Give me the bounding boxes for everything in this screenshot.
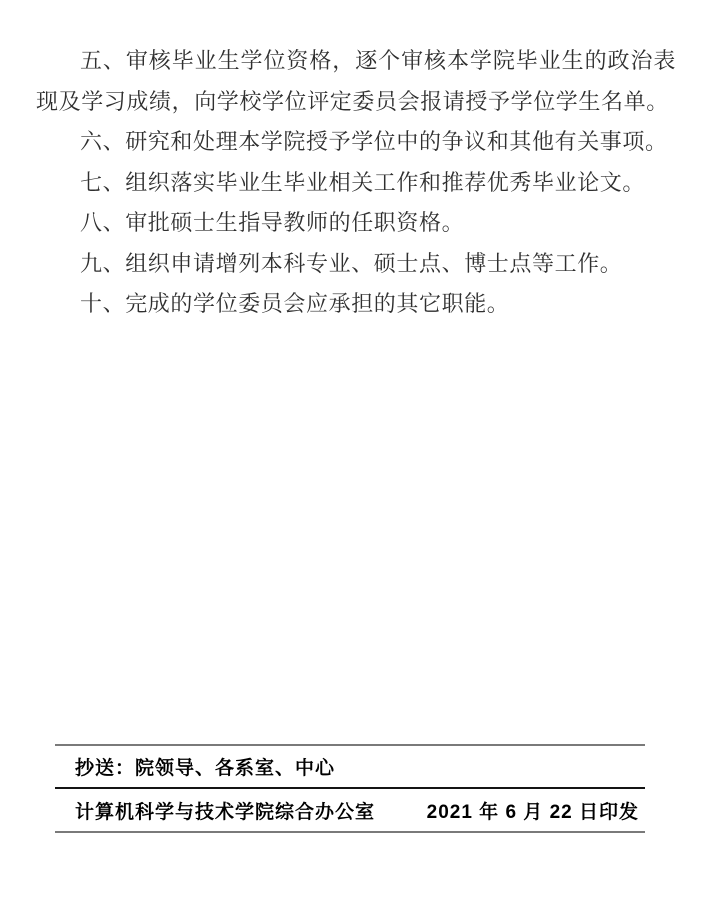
footer-bottom-rule [55, 831, 645, 833]
paragraph-item-5: 五、审核毕业生学位资格，逐个审核本学院毕业生的政治表现及学习成绩，向学校学位评定委员会报请授予学位学生名单。 [36, 49, 676, 115]
cc-text: 抄送：院领导、各系室、中心 [75, 758, 336, 779]
issuing-office-text: 计算机科学与技术学院综合办公室 [75, 801, 376, 823]
cc-row [55, 746, 645, 787]
issue-row [55, 789, 645, 831]
paragraph-item-8: 八、审批硕士生指导教师的任职资格。 [80, 211, 465, 236]
document-body [36, 42, 676, 326]
paragraph-item-6: 六、研究和处理本学院授予学位中的争议和其他有关事项。 [80, 130, 668, 155]
paragraph-item-9: 九、组织申请增列本科专业、硕士点、博士点等工作。 [80, 251, 623, 277]
paragraph-item-10: 十、完成的学位委员会应承担的其它职能。 [80, 292, 510, 317]
paragraph-item-7: 七、组织落实毕业生毕业相关工作和推荐优秀毕业论文。 [80, 170, 646, 196]
document-footer [55, 744, 645, 833]
print-date-text: 2021 年 6 月 22 日印发 [426, 801, 639, 823]
